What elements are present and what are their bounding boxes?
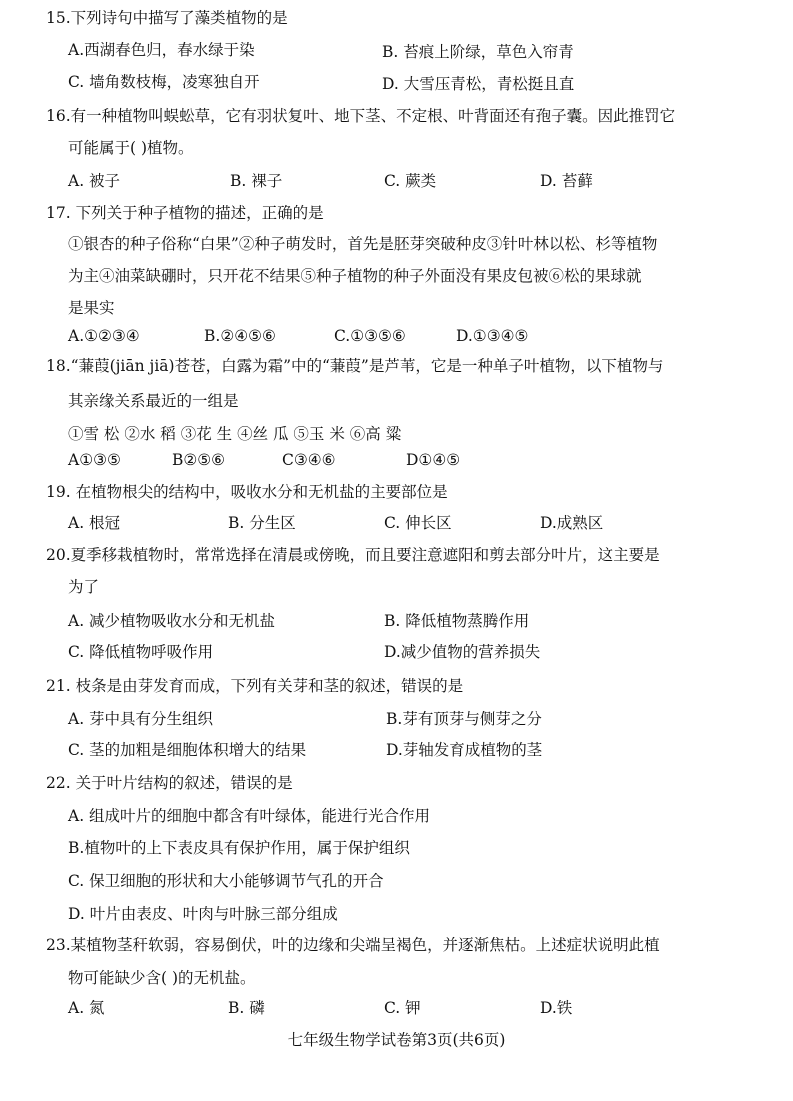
q23-option-b: B. 磷 xyxy=(228,999,265,1017)
q16-option-c: C. 蕨类 xyxy=(384,172,437,190)
q22-option-c: C. 保卫细胞的形状和大小能够调节气孔的开合 xyxy=(68,872,384,890)
q23-option-d: D.铁 xyxy=(540,999,573,1017)
q15-option-b: B. 苔痕上阶绿，草色入帘青 xyxy=(382,43,574,61)
q21-stem: 21. 枝条是由芽发育而成，下列有关芽和茎的叙述，错误的是 xyxy=(46,677,464,695)
q19-option-c: C. 伸长区 xyxy=(384,514,452,532)
q19-option-b: B. 分生区 xyxy=(228,514,296,532)
q23-option-a: A. 氮 xyxy=(68,999,105,1017)
q18-option-a: A①③⑤ xyxy=(68,451,121,469)
q17-text-line3: 是果实 xyxy=(68,299,115,317)
q16-stem-line1: 16.有一种植物叫蜈蚣草，它有羽状复叶、地下茎、不定根、叶背面还有孢子囊。因此推罚它 xyxy=(46,107,676,125)
q19-stem: 19. 在植物根尖的结构中，吸收水分和无机盐的主要部位是 xyxy=(46,483,448,501)
q21-option-c: C. 茎的加粗是细胞体积增大的结果 xyxy=(68,741,307,759)
q18-option-c: C③④⑥ xyxy=(282,451,336,469)
q18-option-b: B②⑤⑥ xyxy=(172,451,226,469)
q23-stem-line1: 23.某植物茎秆软弱，容易倒伏，叶的边缘和尖端呈褐色，并逐渐焦枯。上述症状说明此植 xyxy=(46,936,660,954)
q15-stem: 15.下列诗句中描写了藻类植物的是 xyxy=(46,9,288,27)
q19-option-d: D.成熟区 xyxy=(540,514,604,532)
q16-option-a: A. 被子 xyxy=(68,172,121,190)
q17-option-a: A.①②③④ xyxy=(68,327,140,345)
q19-option-a: A. 根冠 xyxy=(68,514,121,532)
q20-option-d: D.减少值物的营养损失 xyxy=(384,643,541,661)
q17-stem: 17. 下列关于种子植物的描述，正确的是 xyxy=(46,204,324,222)
q20-stem-line2: 为了 xyxy=(68,578,100,596)
q17-option-d: D.①③④⑤ xyxy=(456,327,529,345)
q20-option-c: C. 降低植物呼吸作用 xyxy=(68,643,214,661)
q20-option-b: B. 降低植物蒸腾作用 xyxy=(384,612,530,630)
q15-option-d: D. 大雪压青松，青松挺且直 xyxy=(382,75,575,93)
q22-option-b: B.植物叶的上下表皮具有保护作用，属于保护组织 xyxy=(68,839,410,857)
q22-stem: 22. 关于叶片结构的叙述，错误的是 xyxy=(46,774,293,792)
q20-stem-line1: 20.夏季移栽植物时，常常选择在清晨或傍晚，而且要注意遮阳和剪去部分叶片，这主要是 xyxy=(46,546,660,564)
q16-option-b: B. 裸子 xyxy=(230,172,283,190)
q18-stem-line2: 其亲缘关系最近的一组是 xyxy=(68,392,239,410)
q17-text-line1: ①银杏的种子俗称“白果”②种子萌发时，首先是胚芽突破种皮③针叶林以松、杉等植物 xyxy=(68,235,658,253)
q17-option-b: B.②④⑤⑥ xyxy=(204,327,276,345)
q21-option-b: B.芽有顶芽与侧芽之分 xyxy=(386,710,542,728)
q17-option-c: C.①③⑤⑥ xyxy=(334,327,406,345)
page-footer: 七年级生物学试卷第3页(共6页) xyxy=(287,1031,506,1049)
q16-stem-line2: 可能属于( )植物。 xyxy=(68,139,194,157)
q18-stem-line1: 18.“蒹葭(jiān jiā)苍苍，白露为霜”中的“蒹葭”是芦苇，它是一种单子叶植物，以下植物与 xyxy=(46,357,664,375)
q17-text-line2: 为主④油菜缺硼时，只开花不结果⑤种子植物的种子外面没有果皮包被⑥松的果球就 xyxy=(68,267,642,285)
q20-option-a: A. 减少植物吸收水分和无机盐 xyxy=(68,612,276,630)
q15-option-c: C. 墙角数枝梅，凌寒独自开 xyxy=(68,73,260,91)
q23-option-c: C. 钾 xyxy=(384,999,421,1017)
q15-option-a: A.西湖春色归，春水绿于染 xyxy=(68,41,255,59)
q21-option-d: D.芽轴发育成植物的茎 xyxy=(386,741,543,759)
q18-option-d: D①④⑤ xyxy=(406,451,461,469)
q21-option-a: A. 芽中具有分生组织 xyxy=(68,710,214,728)
q22-option-a: A. 组成叶片的细胞中都含有叶绿体，能进行光合作用 xyxy=(68,807,431,825)
q16-option-d: D. 苔藓 xyxy=(540,172,593,190)
q22-option-d: D. 叶片由表皮、叶肉与叶脉三部分组成 xyxy=(68,905,338,923)
q23-stem-line2: 物可能缺少含( )的无机盐。 xyxy=(68,969,256,987)
q18-items: ①雪 松 ②水 稻 ③花 生 ④丝 瓜 ⑤玉 米 ⑥高 粱 xyxy=(68,425,402,443)
